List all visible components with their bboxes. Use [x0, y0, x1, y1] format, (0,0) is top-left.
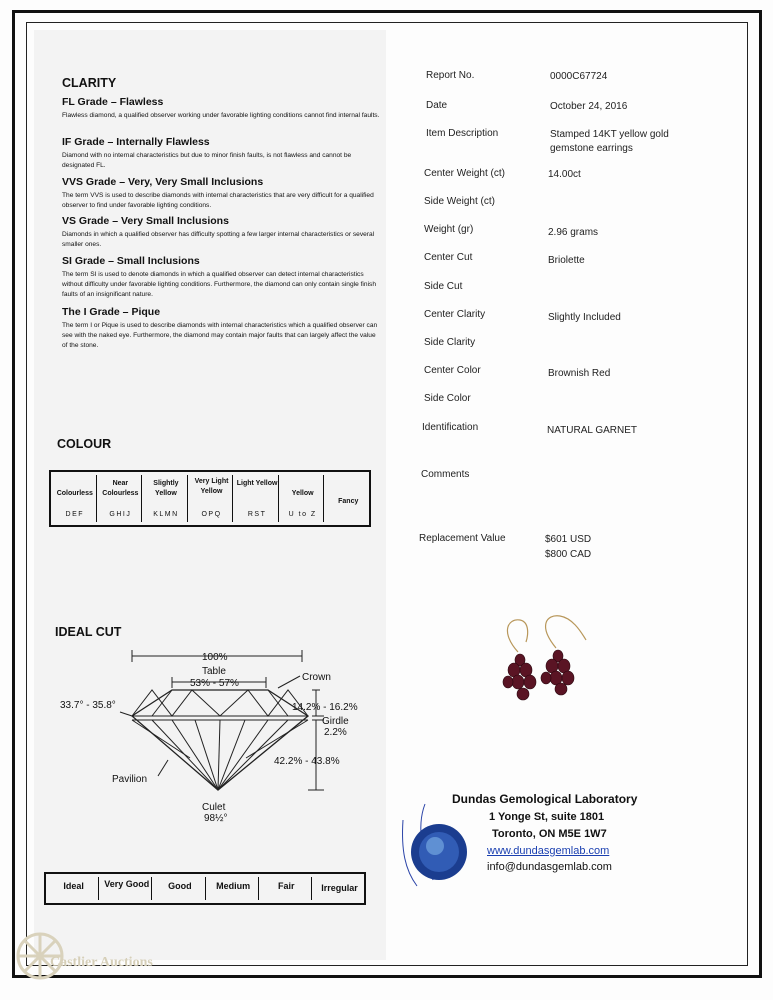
colour-cell-name: Yellow [291, 490, 314, 497]
colour-cell-grades: U to Z [288, 511, 317, 518]
lab-name: Dundas Gemological Laboratory [452, 792, 638, 806]
report-no-label: Report No. [426, 70, 475, 81]
side-clarity-label: Side Clarity [424, 337, 476, 348]
cut-grade-cell: Good [155, 877, 205, 900]
center-color-label: Center Color [424, 365, 481, 376]
clarity-title: CLARITY [62, 76, 117, 90]
grade-vvs-text: The term VVS is used to describe diamonds with internal characteristics that are very difficult for a qualified observer to find under favorable lighting conditions. [62, 192, 374, 209]
center-cut-value: Briolette [548, 255, 585, 266]
lab-website-text[interactable]: www.dundasgemlab.com [487, 845, 610, 857]
center-weight-label: Center Weight (ct) [424, 168, 505, 179]
side-cut-label: Side Cut [424, 281, 463, 292]
diagram-crown-angle: 33.7° - 35.8° [60, 700, 116, 711]
cut-grade-cell: Medium [209, 877, 259, 900]
identification-value: NATURAL GARNET [547, 425, 638, 436]
center-cut-label: Center Cut [424, 252, 473, 263]
diagram-crown-label: Crown [302, 672, 331, 683]
grade-i-heading: The I Grade – Pique [62, 306, 161, 318]
date-label: Date [426, 100, 448, 111]
date-value: October 24, 2016 [550, 101, 628, 112]
diamond-cut-diagram [40, 640, 380, 830]
diagram-table-range: 53% - 57% [190, 678, 239, 689]
cut-grade-cell: Ideal [49, 877, 99, 900]
ideal-cut-title: IDEAL CUT [55, 625, 122, 639]
colour-cell-name: Fancy [338, 498, 359, 505]
cut-grade-cell: Fair [262, 877, 312, 900]
grade-fl-text: Flawless diamond, a qualified observer working under favorable lighting conditions cannot find internal faults. [62, 112, 380, 119]
lab-address-line2: Toronto, ON M5E 1W7 [492, 828, 607, 840]
hologram-seal-icon [395, 800, 475, 890]
diagram-pavilion-label: Pavilion [112, 774, 148, 785]
colour-cell-name: Colourless [56, 490, 93, 497]
colour-cell-name: Near Colourless [102, 480, 139, 497]
auction-watermark-logo [8, 924, 153, 988]
cut-grade-cell: Very Good [102, 877, 152, 900]
colour-cell-name: Very Light Yellow [194, 478, 229, 495]
center-clarity-value: Slightly Included [548, 312, 621, 323]
side-color-label: Side Color [424, 393, 471, 404]
lab-website-link[interactable] [487, 845, 609, 857]
replacement-cad: $800 CAD [545, 549, 592, 560]
cut-grade-cell: Irregular [321, 883, 358, 893]
colour-title: COLOUR [57, 437, 112, 451]
cut-grade-table [44, 872, 366, 905]
grade-if-heading: IF Grade – Internally Flawless [62, 136, 210, 148]
colour-cell-name: Slightly Yellow [153, 480, 179, 497]
grade-fl-heading: FL Grade – Flawless [62, 96, 164, 108]
diagram-girdle-label: Girdle [322, 716, 349, 727]
colour-cell-grades: OPQ [201, 511, 222, 518]
colour-cell [100, 475, 143, 522]
colour-cell [282, 475, 325, 522]
replacement-usd: $601 USD [545, 534, 592, 545]
grade-if-text: Diamond with no internal characteristics but due to minor finish faults, is not flawless and cannot be designated FL. [62, 152, 352, 169]
diagram-culet-label: Culet [202, 802, 226, 813]
grade-si-heading: SI Grade – Small Inclusions [62, 255, 200, 267]
side-weight-label: Side Weight (ct) [424, 196, 495, 207]
grade-i-text: The term I or Pique is used to describe diamonds with internal characteristics which a qualified observer can see with the naked eye. Furthermore, the diamond may contain major faults that can largely affect the value of the stone. [62, 322, 378, 349]
colour-cell [145, 475, 188, 522]
grade-vvs-heading: VVS Grade – Very, Very Small Inclusions [62, 176, 264, 188]
replacement-value-label: Replacement Value [419, 533, 506, 544]
report-no-value: 0000C67724 [550, 71, 608, 82]
colour-cell [236, 475, 279, 522]
item-description-label: Item Description [426, 128, 499, 139]
diagram-crown-height: 14.2% - 16.2% [292, 702, 358, 713]
grade-vs-heading: VS Grade – Very Small Inclusions [62, 215, 229, 227]
item-description-value: Stamped 14KT yellow gold gemstone earrings [550, 129, 669, 154]
lab-email: info@dundasgemlab.com [487, 861, 612, 873]
grade-vs-text: Diamonds in which a qualified observer has difficulty spotting a few larger internal characteristics or several smaller ones. [62, 231, 375, 248]
colour-cell-grades: RST [247, 511, 267, 518]
lab-address-line1: 1 Yonge St, suite 1801 [489, 811, 605, 823]
colour-cell-grades: DEF [65, 511, 85, 518]
diagram-girdle-value: 2.2% [324, 727, 347, 738]
weight-label: Weight (gr) [424, 224, 474, 235]
diagram-pavilion-depth: 42.2% - 43.8% [274, 756, 340, 767]
watermark-text: Castlier Auctions [50, 955, 153, 970]
diagram-table-label: Table [202, 666, 226, 677]
grade-si-text: The term SI is used to denote diamonds in which a qualified observer can detect internal characteristics without difficulty under favorable lighting conditions. Furthermore, the diamond can only contain single finish faults of an insignificant nature. [62, 271, 376, 298]
earrings-photo [490, 612, 600, 712]
colour-scale-table [49, 470, 371, 527]
weight-value: 2.96 grams [548, 227, 599, 238]
center-color-value: Brownish Red [548, 368, 611, 379]
colour-cell-grades: KLMN [153, 511, 179, 518]
center-clarity-label: Center Clarity [424, 309, 486, 320]
comments-label: Comments [421, 469, 470, 480]
colour-cell [327, 475, 369, 522]
colour-cell-name: Light Yellow [236, 480, 278, 487]
colour-cell-grades: GHIJ [109, 511, 132, 518]
colour-cell [54, 475, 97, 522]
identification-label: Identification [422, 422, 479, 433]
diagram-width-label: 100% [202, 652, 228, 663]
center-weight-value: 14.00ct [548, 169, 581, 180]
colour-cell [191, 475, 234, 522]
diagram-culet-value: 98½° [204, 813, 228, 824]
